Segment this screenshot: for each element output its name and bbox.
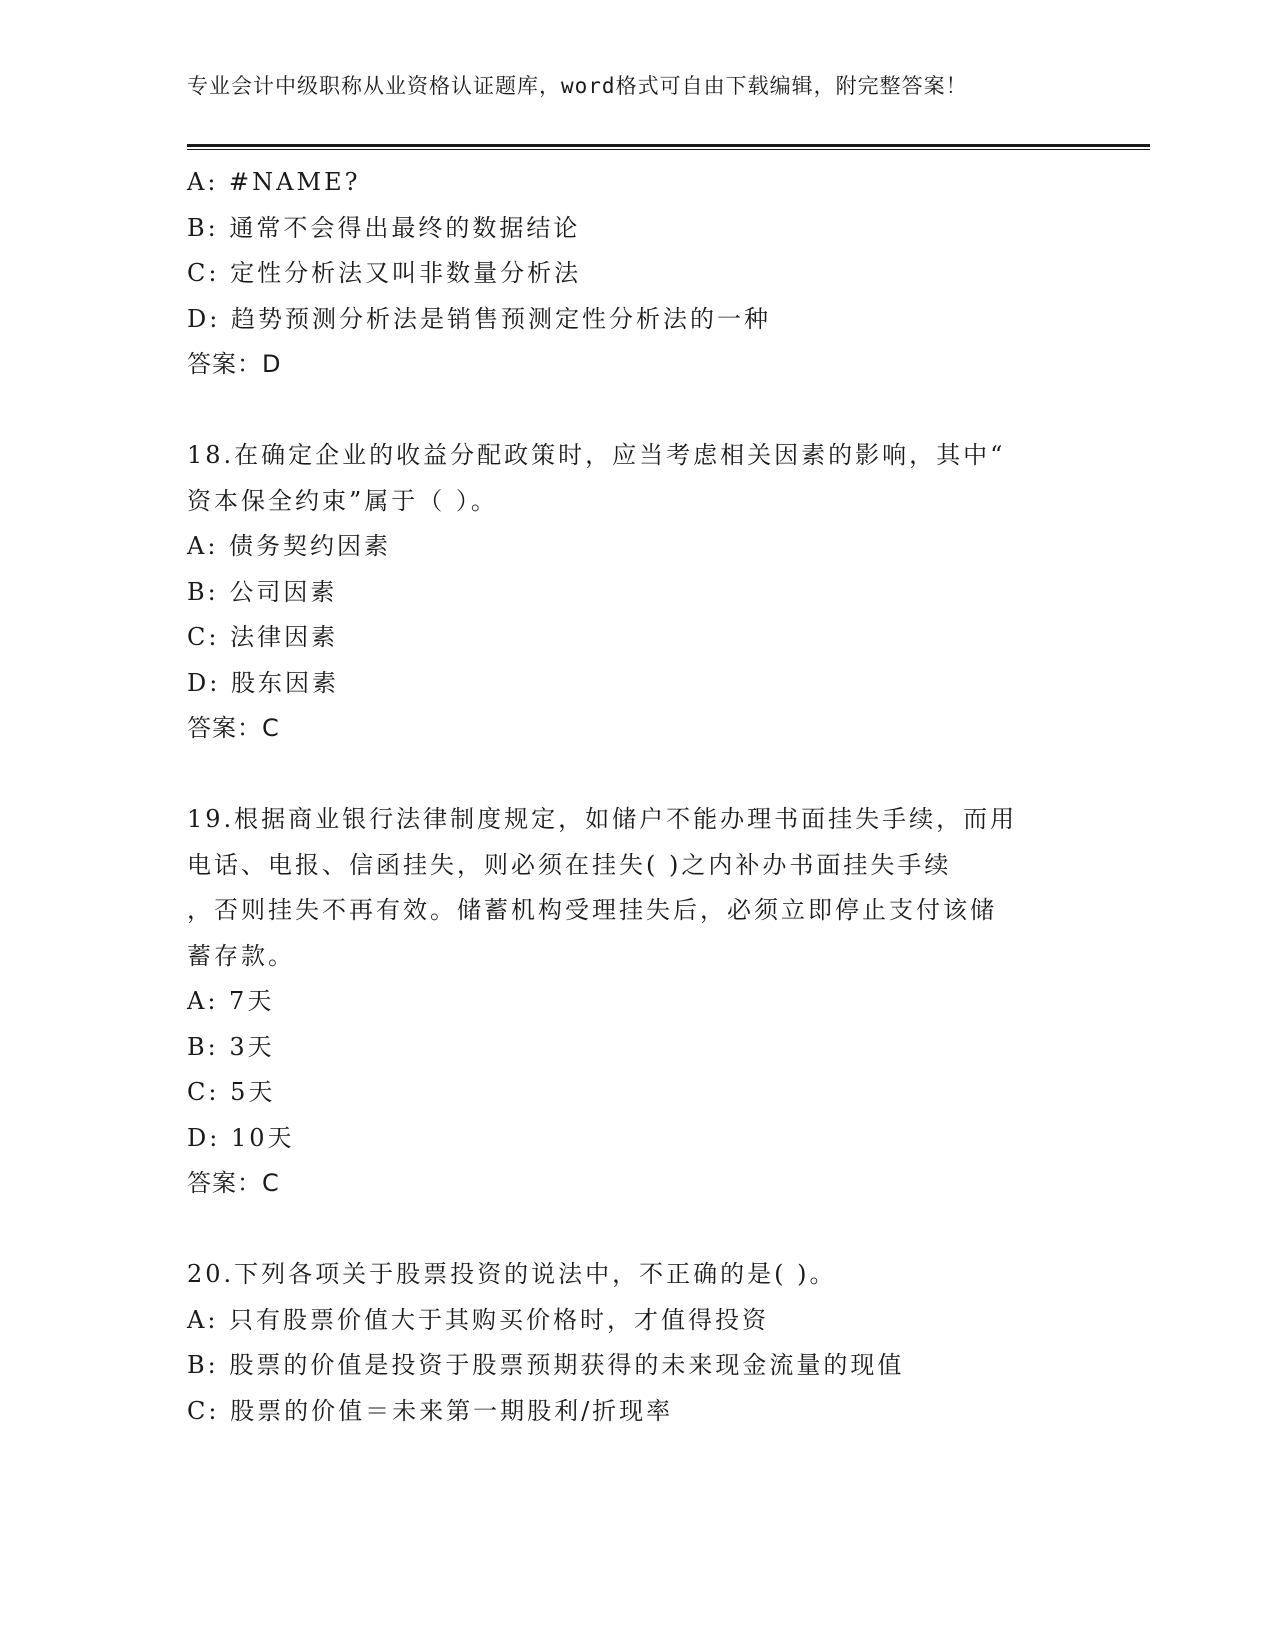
question-stem-line: 19.根据商业银行法律制度规定，如储户不能办理书面挂失手续，而用 xyxy=(187,805,1018,833)
question-list xyxy=(187,160,1087,1434)
question-20 xyxy=(187,1252,1087,1434)
option-a: A: 债务契约因素 xyxy=(187,532,392,560)
question-19 xyxy=(187,797,1087,1207)
option-b: B: 公司因素 xyxy=(187,577,338,606)
question-stem-line: 电话、电报、信函挂失，则必须在挂失( )之内补办书面挂失手续 xyxy=(187,850,952,879)
option-c: C: 股票的价值＝未来第一期股利/折现率 xyxy=(187,1396,674,1425)
option-d: D: 趋势预测分析法是销售预测定性分析法的一种 xyxy=(187,304,771,333)
option-d: D: 股东因素 xyxy=(187,668,339,697)
option-c: C: 定性分析法又叫非数量分析法 xyxy=(187,259,582,287)
question-stem-line: 蓄存款。 xyxy=(187,941,295,970)
spacer xyxy=(187,1207,1087,1253)
option-b: B: 3天 xyxy=(187,1032,275,1061)
page-header: 专业会计中级职称从业资格认证题库，word格式可自由下载编辑，附完整答案！ xyxy=(187,74,968,98)
spacer xyxy=(187,388,1087,434)
option-b: B: 股票的价值是投资于股票预期获得的未来现金流量的现值 xyxy=(187,1351,905,1379)
option-b: B: 通常不会得出最终的数据结论 xyxy=(187,213,581,242)
question-stem-line: 资本保全约束”属于（ ）。 xyxy=(187,486,498,515)
spacer xyxy=(187,752,1087,798)
answer-line: 答案：D xyxy=(187,350,282,378)
question-stem-line: ，否则挂失不再有效。储蓄机构受理挂失后，必须立即停止支付该储 xyxy=(187,896,997,924)
answer-line: 答案：C xyxy=(187,714,280,742)
option-a: A: #NAME? xyxy=(187,168,361,196)
option-d: D: 10天 xyxy=(187,1123,295,1152)
option-c: C: 5天 xyxy=(187,1078,276,1106)
question-18 xyxy=(187,433,1087,752)
option-c: C: 法律因素 xyxy=(187,623,339,651)
option-a: A: 7天 xyxy=(187,987,275,1015)
answer-line: 答案：C xyxy=(187,1169,280,1197)
header-divider xyxy=(187,144,1150,147)
question-17-continued xyxy=(187,160,1087,388)
question-stem-line: 18.在确定企业的收益分配政策时，应当考虑相关因素的影响，其中“ xyxy=(187,441,1006,469)
question-stem-line: 20.下列各项关于股票投资的说法中，不正确的是( )。 xyxy=(187,1260,837,1288)
option-a: A: 只有股票价值大于其购买价格时，才值得投资 xyxy=(187,1305,770,1334)
